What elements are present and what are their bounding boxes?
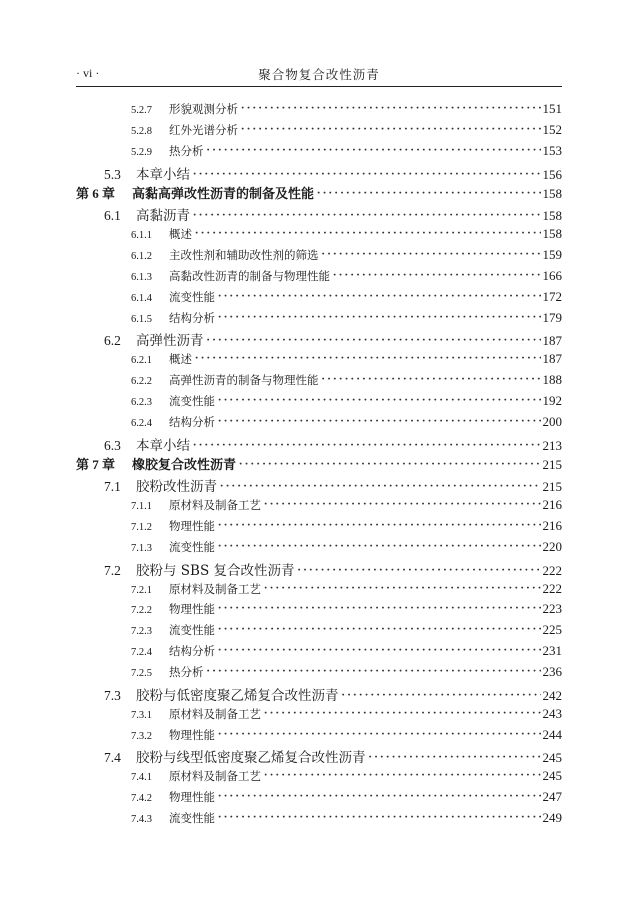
toc-entry-page: 187 [542,333,562,349]
toc-entry [131,225,562,245]
toc-entry-title: 高弹性沥青的制备与物理性能 [169,373,319,388]
toc-entry-number: 7.4.2 [131,793,152,805]
toc-entry [131,121,562,141]
toc-entry-title: 原材料及制备工艺 [169,581,261,596]
dot-leader [217,642,541,660]
toc-entry [131,726,562,746]
toc-entry-page: 225 [542,622,562,638]
toc-entry-title: 流变性能 [169,810,215,825]
toc-entry [131,580,562,600]
dot-leader [217,600,541,618]
toc-entry-number: 7.2 [104,562,121,578]
toc-entry-number: 6.1.2 [131,250,152,262]
toc-entry-number: 7.2.3 [131,626,152,638]
toc-entry-number: 6.1 [104,208,121,224]
toc-entry-number: 7.2.2 [131,605,152,617]
toc-entry-number: 5.2.7 [131,105,152,116]
toc-entry-title: 物理性能 [169,602,215,617]
toc-entry-page: 187 [542,351,562,367]
toc-entry-number: 6.2.2 [131,376,152,388]
toc-entry-title: 热分析 [169,664,204,679]
toc-entry-page: 216 [542,497,562,513]
toc-entry-title: 胶粉改性沥青 [136,479,217,496]
toc-entry-title: 本章小结 [136,166,190,183]
dot-leader [217,809,541,827]
dot-leader [240,100,541,118]
dot-leader [206,142,541,160]
toc-entry [131,413,562,433]
dot-leader [368,749,541,767]
toc-entry [131,788,562,808]
toc-entry-title: 热分析 [169,143,204,158]
dot-leader [206,663,541,681]
toc-entry-number: 6.1.3 [131,271,152,283]
toc-entry-page: 222 [542,580,562,596]
toc-entry-number: 6.1.5 [131,313,152,325]
toc-entry-number: 6.2 [104,333,121,349]
dot-leader [240,121,541,139]
toc-entry [131,309,562,329]
toc-entry-page: 213 [542,437,562,453]
dot-leader [217,517,541,535]
toc-entry-number: 7.2.4 [131,647,152,659]
toc-entry-number: 7.1.2 [131,522,152,533]
toc-entry-title: 流变性能 [169,623,215,638]
toc-entry-title: 橡胶复合改性沥青 [132,458,237,474]
toc-entry-page: 192 [542,392,562,408]
toc-entry [131,496,562,516]
toc-entry-page: 156 [542,166,562,182]
toc-entry-page: 220 [542,538,562,554]
dot-leader [217,788,541,806]
dot-leader [217,288,541,306]
dot-leader [263,496,541,514]
toc-entry-title: 高弹性沥青 [136,333,204,350]
dot-leader [217,309,541,327]
toc-entry-number: 7.1 [104,479,121,495]
header-rule [76,86,562,87]
toc-entry-page: 216 [542,518,562,533]
dot-leader [297,562,541,580]
page-number: · vi · [76,66,100,80]
dot-leader [219,478,541,496]
toc-entry-number: 7.4.1 [131,772,152,784]
toc-entry-title: 结构分析 [169,414,215,429]
dot-leader [263,580,541,598]
toc-entry-page: 223 [542,601,562,617]
toc-entry-page: 247 [542,789,562,805]
toc-entry-number: 6.1.4 [131,292,152,304]
toc-entry [131,371,562,391]
toc-entry-page: 222 [542,562,562,578]
toc-entry-title: 高黏沥青 [136,208,190,225]
toc-entry-number: 7.3.1 [131,709,152,721]
toc-entry-number: 6.2.4 [131,417,152,429]
toc-entry-title: 高黏改性沥青的制备与物理性能 [169,268,330,283]
toc-entry-number: 6.1.1 [131,230,152,242]
toc-entry-page: 153 [542,142,562,158]
toc-entry-page: 158 [542,208,562,224]
toc-entry [131,517,562,537]
running-header [76,64,562,84]
toc-entry-title: 胶粉与线型低密度聚乙烯复合改性沥青 [136,750,366,767]
toc-entry-page: 172 [542,288,562,304]
toc-entry [131,142,562,162]
toc-entry [104,559,562,579]
toc-entry [104,746,562,766]
toc-entry-number: 6.2.3 [131,396,152,408]
toc-entry-title: 结构分析 [169,310,215,325]
dot-leader [217,621,541,639]
dot-leader [192,437,541,455]
toc-entry-number: 7.2.5 [131,667,152,679]
toc-entry-title: 物理性能 [169,790,215,805]
toc-entry [76,454,562,474]
toc-entry-title: 主改性剂和辅助改性剂的筛选 [169,247,319,262]
toc-entry [131,705,562,725]
toc-entry-title: 流变性能 [169,289,215,304]
dot-leader [321,371,541,389]
toc-entry-title: 概述 [169,227,192,242]
toc-entry-page: 231 [542,643,562,659]
toc-entry-page: 179 [542,309,562,325]
toc-entry-page: 244 [542,726,562,742]
toc-entry-title: 结构分析 [169,644,215,659]
toc-entry-number: 第 7 章 [76,457,116,473]
toc-entry-number: 7.4 [104,750,121,766]
toc-entry [131,642,562,662]
toc-entry [131,288,562,308]
toc-entry-number: 7.3 [104,687,121,703]
dot-leader [217,726,541,744]
toc-entry-number: 第 6 章 [76,186,116,202]
toc-entry-page: 242 [542,687,562,703]
dot-leader [238,456,540,474]
toc-entry [131,100,562,120]
toc-entry-title: 流变性能 [169,539,215,554]
toc-entry-page: 151 [542,101,562,116]
toc-entry [131,663,562,683]
toc-entry-title: 流变性能 [169,393,215,408]
dot-leader [341,687,541,705]
dot-leader [206,332,541,350]
toc-entry-title: 胶粉与 SBS 复合改性沥青 [136,562,295,579]
dot-leader [192,207,541,225]
toc-entry-page: 158 [542,226,562,242]
toc-entry [76,183,562,203]
toc-entry-page: 215 [542,479,562,495]
toc-entry [104,204,562,224]
dot-leader [194,225,541,243]
toc-entry [104,684,562,704]
toc-entry-number: 5.3 [104,166,121,182]
dot-leader [263,767,541,785]
dot-leader [194,350,541,368]
dot-leader [263,705,541,723]
toc-entry-number: 5.2.8 [131,125,152,137]
toc-entry-title: 本章小结 [136,437,190,454]
toc-entry-title: 高黏高弹改性沥青的制备及性能 [132,187,315,203]
toc-entry [104,163,562,183]
toc-entry-number: 6.3 [104,437,121,453]
toc-entry-page: 236 [542,663,562,679]
toc-entry-title: 胶粉与低密度聚乙烯复合改性沥青 [136,687,339,704]
toc-entry-title: 原材料及制备工艺 [169,706,261,721]
dot-leader [316,185,540,203]
toc-entry-number: 7.4.3 [131,813,152,825]
toc-entry-title: 原材料及制备工艺 [169,498,261,513]
toc-entry-page: 243 [542,705,562,721]
toc-entry-number: 6.2.1 [131,355,152,367]
toc-entry-page: 159 [542,246,562,262]
toc-entry-page: 200 [542,413,562,429]
toc-entry-page: 158 [542,186,562,202]
toc-entry-page: 245 [542,750,562,766]
toc-entry [131,267,562,287]
toc-entry-number: 7.3.2 [131,730,152,742]
toc-entry-page: 215 [542,457,562,473]
toc-entry [131,246,562,266]
toc-entry-page: 188 [542,372,562,388]
toc-entry [131,538,562,558]
dot-leader [192,166,541,184]
toc-entry-page: 245 [542,768,562,784]
toc-entry [131,600,562,620]
toc-entry [104,434,562,454]
toc-entry-number: 7.1.3 [131,542,152,554]
toc-entry-title: 形貌观测分析 [169,102,238,116]
dot-leader [321,246,541,264]
toc-entry [131,767,562,787]
dot-leader [217,413,541,431]
toc-entry-page: 152 [542,121,562,137]
book-title: 聚合物复合改性沥青 [258,67,380,82]
toc-entry-title: 概述 [169,352,192,367]
toc-entry-title: 红外光谱分析 [169,122,238,137]
toc-entry [104,475,562,495]
toc-entry [131,350,562,370]
toc-entry-number: 5.2.9 [131,146,152,158]
toc-entry [131,392,562,412]
dot-leader [332,267,541,285]
toc-entry-title: 原材料及制备工艺 [169,769,261,784]
toc-entry-title: 物理性能 [169,727,215,742]
toc-entry [131,621,562,641]
toc-entry-title: 物理性能 [169,519,215,533]
dot-leader [217,538,541,556]
toc-entry-number: 7.1.1 [131,501,152,513]
toc-entry-page: 249 [542,809,562,825]
toc-entry-number: 7.2.1 [131,584,152,596]
toc-entry [104,329,562,349]
dot-leader [217,392,541,410]
toc-entry-page: 166 [542,267,562,283]
toc-entry [131,809,562,829]
